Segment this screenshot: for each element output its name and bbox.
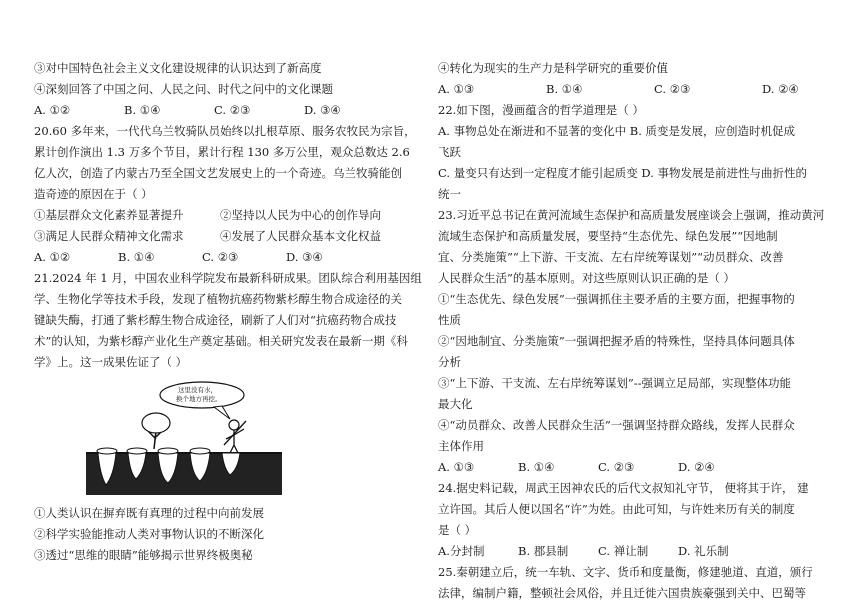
cartoon-caption-line-1: 这里没有水， — [178, 386, 217, 394]
option-c: C. ②③ — [202, 250, 239, 264]
question-20-line: 20.60 多年来，一代代乌兰牧骑队员始终以扎根草原、服务农牧民为宗旨， — [34, 124, 416, 138]
option-d: D. ③④ — [286, 250, 323, 264]
option-a: A.分封制 — [438, 544, 485, 558]
question-22-line: A. 事物总处在渐进和不显著的变化中 B. 质变是发展，应创造时机促成 — [438, 124, 796, 138]
question-21 — [34, 268, 422, 566]
q20-options — [34, 247, 406, 268]
question-21-line: 术”的认知，为紫杉醇产业化生产奠定基础。相关研究发表在最新一期《科 — [34, 334, 408, 348]
question-23-line: ③“上下游、干支流、左右岸统筹谋划”--强调立足局部，实现整体功能 — [438, 376, 792, 390]
cartoon-caption-line-2: 换个地方再挖。 — [176, 395, 222, 403]
option-b: B. ①④ — [118, 250, 155, 264]
question-20-line: 造奇迹的原因在于（ ） — [34, 187, 153, 201]
question-23-line: 性质 — [438, 313, 461, 327]
question-23-line: 最大化 — [438, 397, 473, 411]
question-22-line: 飞跃 — [438, 145, 461, 159]
option-b: B. ①④ — [124, 103, 161, 117]
option-a: A. ①③ — [438, 82, 475, 96]
option-b: B. ①④ — [546, 82, 583, 96]
question-23-line: ④“动员群众、改善人民群众生活”一强调坚持群众路线，发挥人民群众 — [438, 418, 795, 432]
option-c: C. ②③ — [598, 460, 635, 474]
option-d: D. ②④ — [678, 460, 715, 474]
question-24 — [438, 478, 830, 562]
question-24-line: 立许国。其后人便以国名“许”为姓。由此可知，与许姓来历有关的制度 — [438, 502, 795, 516]
question-23-line: 主体作用 — [438, 439, 484, 453]
q21-choice-3: ③透过“思维的眼睛”能够揭示世界终极奥秘 — [34, 548, 253, 562]
q21-choice-4: ④转化为现实的生产力是科学研究的重要价值 — [438, 61, 668, 75]
left-column — [34, 58, 422, 566]
question-24-line: 是（ ） — [438, 523, 477, 537]
q24-options — [438, 541, 830, 562]
question-22-line: C. 量变只有达到一定程度才能引起质变 D. 事物发展是前进性与曲折性的 — [438, 166, 807, 180]
question-23 — [438, 205, 830, 478]
question-23-line: 23.习近平总书记在黄河流域生态保护和高质量发展座谈会上强调，推动黄河 — [438, 208, 825, 222]
digging-cartoon — [34, 379, 406, 499]
q23-options — [438, 457, 830, 478]
option-c: C. 禅让制 — [598, 544, 649, 558]
question-23-line: 人民群众生活”的基本原则。对这些原则认识正确的是（ ） — [438, 271, 736, 285]
question-22-line: 统一 — [438, 187, 461, 201]
option-a: A. ①③ — [438, 460, 475, 474]
option-b: B. 郡县制 — [518, 544, 569, 558]
q21-choice-1: ①人类认识在摒弃既有真理的过程中向前发展 — [34, 506, 264, 520]
option-d: D. 礼乐制 — [678, 544, 729, 558]
choice-4-line: ④深刻回答了中国之问、人民之问、时代之问中的文化课题 — [34, 82, 333, 96]
choice-3: ③满足人民群众精神文化需求 — [34, 229, 184, 243]
question-21-line: 键缺失酶，打通了紫杉醇生物合成途径，刷新了人们对“抗癌药物合成技 — [34, 313, 397, 327]
right-column — [438, 58, 830, 604]
choice-4: ④发展了人民群众基本文化权益 — [220, 229, 381, 243]
option-d: D. ②④ — [762, 82, 799, 96]
question-24-line: 24.据史料记载，周武王因神农氏的后代文叔知礼守节， 便将其于许， 建 — [438, 481, 809, 495]
q19-options — [34, 100, 406, 121]
question-25-line: 法律，编制户籍，整顿社会风俗，并且迁徙六国贵族豪强到关中、巴蜀等 — [438, 586, 806, 600]
question-22 — [438, 100, 830, 205]
option-c: C. ②③ — [654, 82, 691, 96]
question-21-line: 21.2024 年 1 月，中国农业科学院发布最新科研成果。团队综合利用基因组 — [34, 271, 422, 285]
choice-1: ①基层群众文化素养显著提升 — [34, 208, 184, 222]
question-25 — [438, 562, 830, 604]
question-22-line: 22.如下图，漫画蕴含的哲学道理是（ ） — [438, 103, 644, 117]
q20-choices-row — [34, 205, 406, 226]
question-20-line: 累计创作演出 1.3 万多个节目，累计行程 130 多万公里，观众总数达 2.6 — [34, 145, 410, 159]
cartoon-image — [84, 379, 284, 497]
question-25-line: 25.秦朝建立后，统一车轨、文字、货币和度量衡，修建驰道、直道，颁行 — [438, 565, 813, 579]
question-23-line: 分析 — [438, 355, 461, 369]
question-20-line: 亿人次，创造了内蒙古乃至全国文艺发展史上的一个奇迹。乌兰牧骑能创 — [34, 166, 402, 180]
question-20 — [34, 121, 416, 268]
option-a: A. ①② — [34, 250, 71, 264]
option-a: A. ①② — [34, 103, 71, 117]
question-23-line: 流域生态保护和高质量发展，要坚持“生态优先、绿色发展”“因地制 — [438, 229, 778, 243]
q20-choices-row — [34, 226, 406, 247]
option-d: D. ③④ — [304, 103, 341, 117]
q21-options — [438, 79, 830, 100]
question-23-line: ②“因地制宜、分类施策”一强调把握矛盾的特殊性，坚持具体问题具体 — [438, 334, 795, 348]
question-23-line: ①“生态优先、绿色发展”一强调抓住主要矛盾的主要方面，把握事物的 — [438, 292, 795, 306]
option-c: C. ②③ — [214, 103, 251, 117]
choice-2: ②坚持以人民为中心的创作导向 — [220, 208, 381, 222]
option-b: B. ①④ — [518, 460, 555, 474]
question-23-line: 宜、分类施策”“上下游、干支流、左右岸统筹谋划”“动员群众、改善 — [438, 250, 784, 264]
choice-3-line: ③对中国特色社会主义文化建设规律的认识达到了新高度 — [34, 61, 322, 75]
question-21-line: 学、生物化学等技术手段，发现了植物抗癌药物紫杉醇生物合成途径的关 — [34, 292, 402, 306]
question-21-line: 学》上。这一成果佐证了（ ） — [34, 355, 188, 369]
q21-choice-2: ②科学实验能推动人类对事物认识的不断深化 — [34, 527, 264, 541]
